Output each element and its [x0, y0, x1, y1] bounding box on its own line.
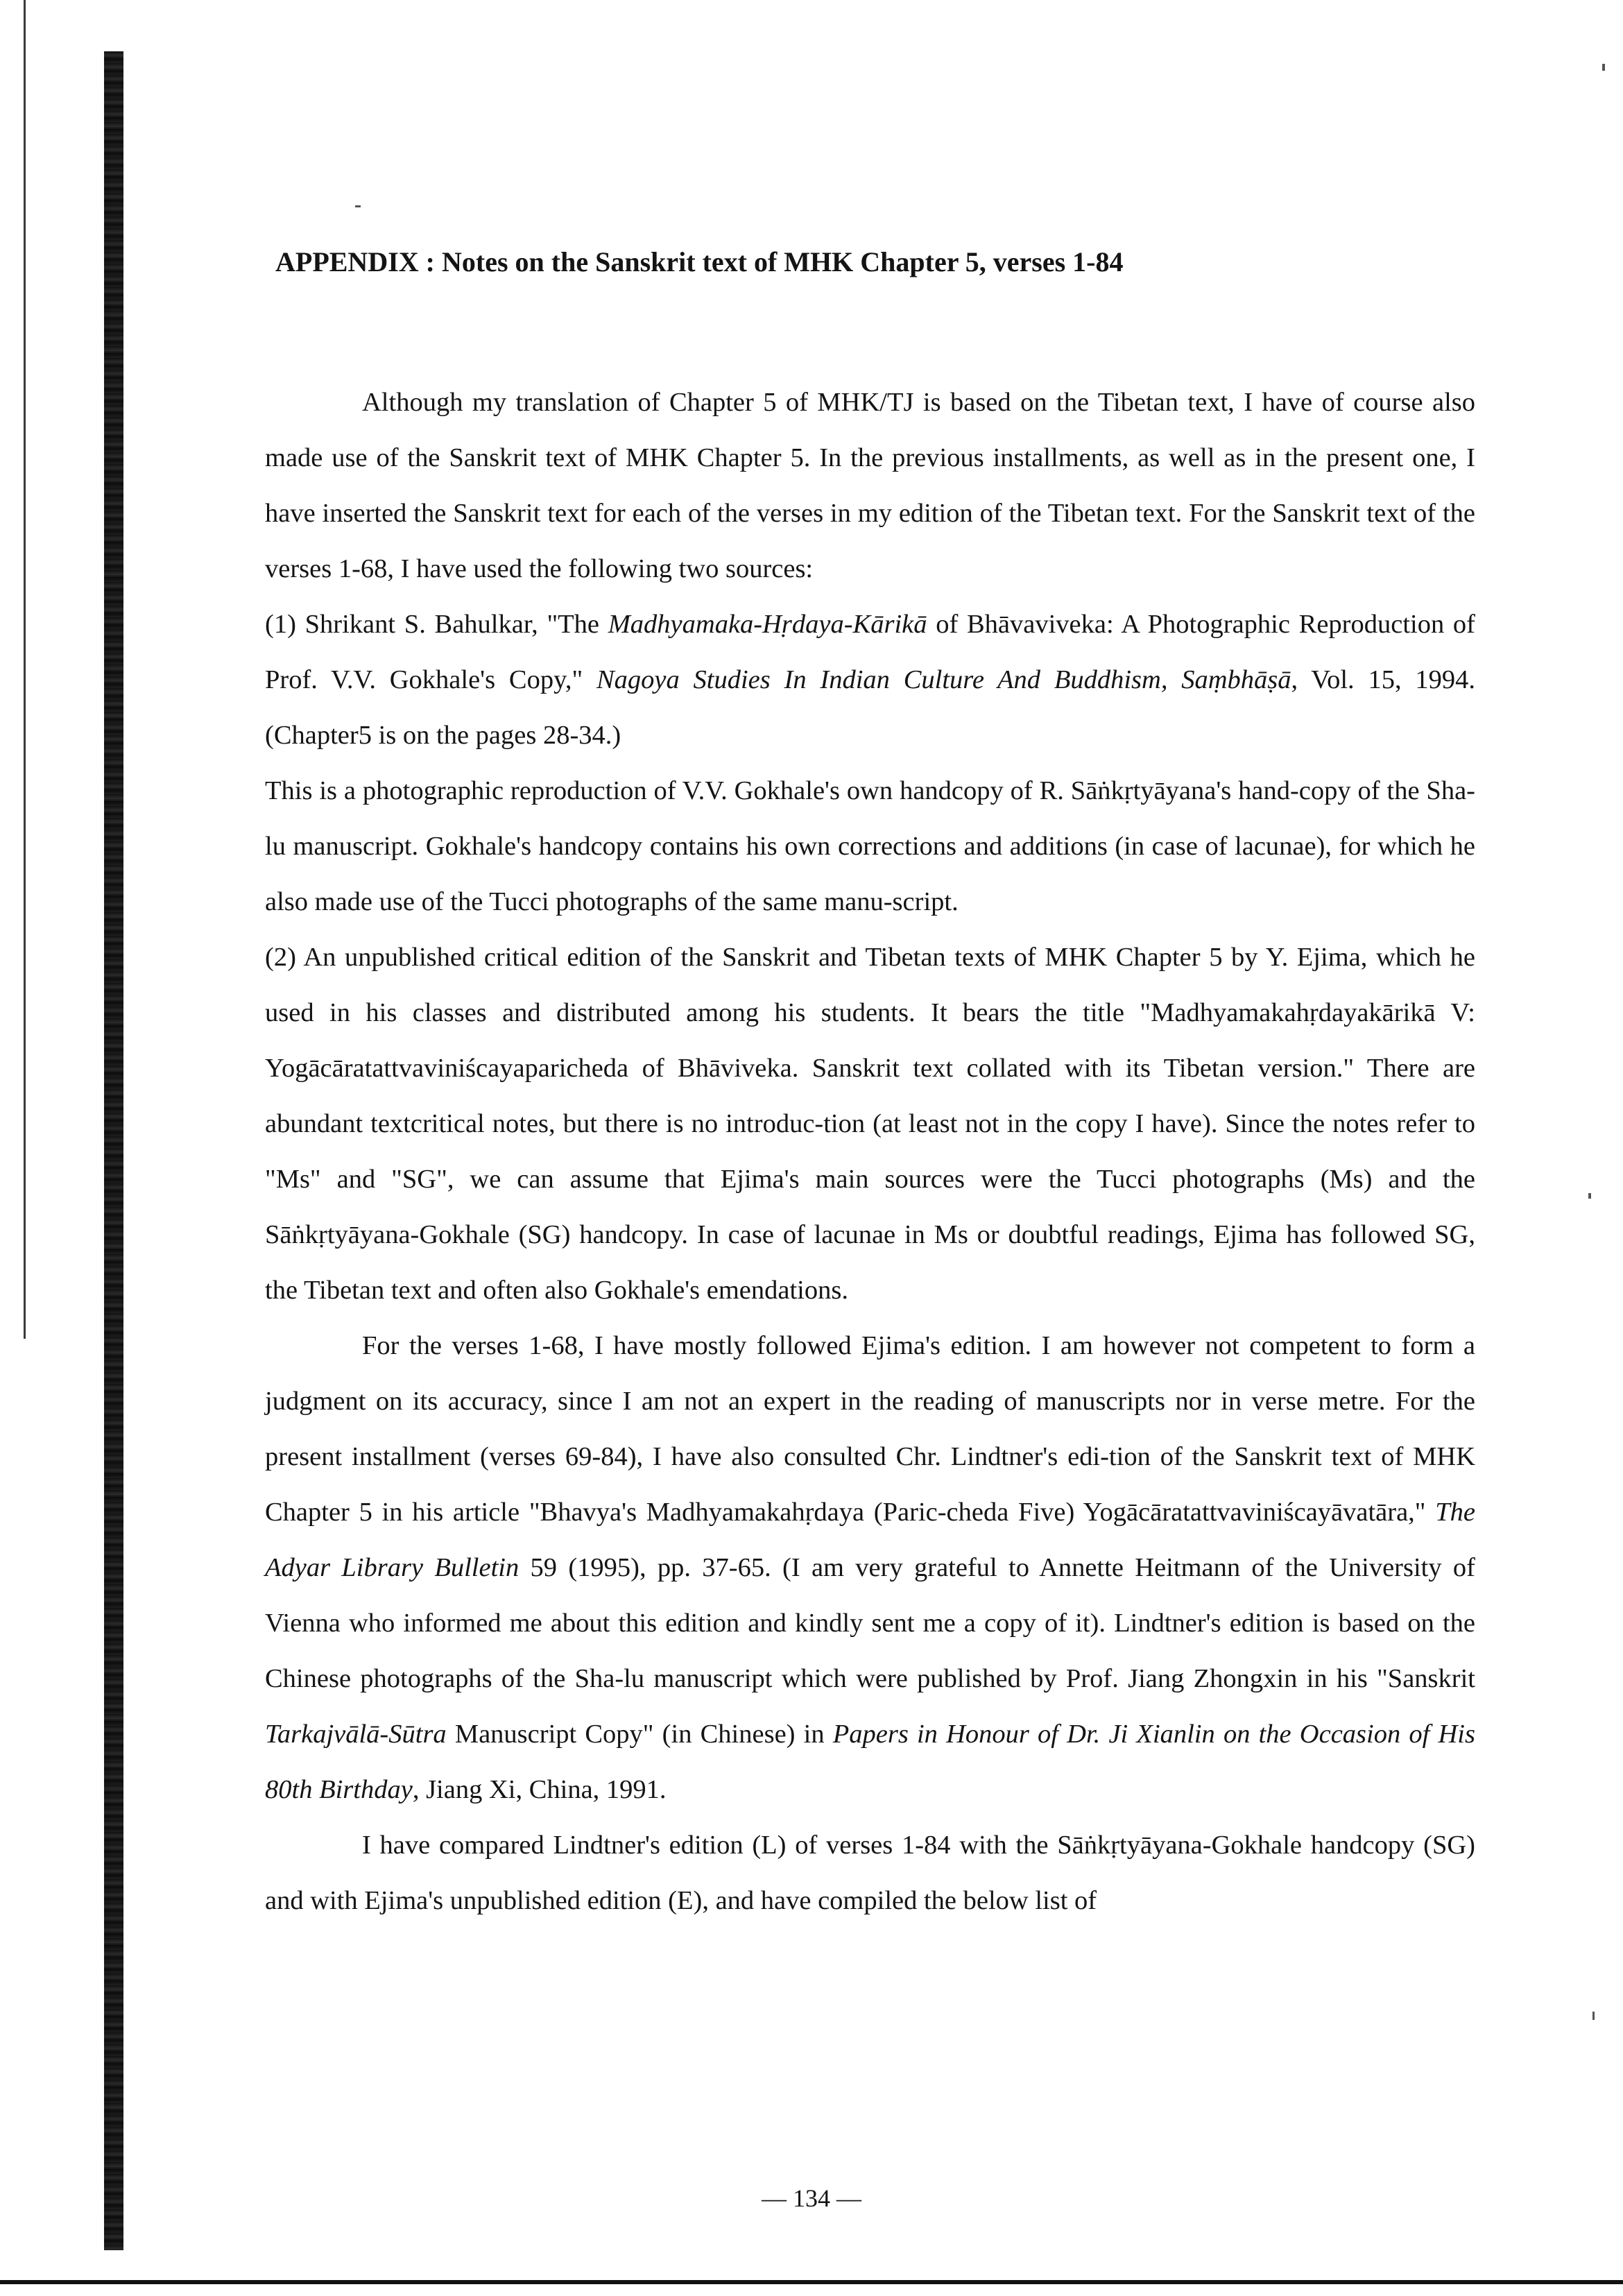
text-run: Although my translation of Chapter 5 of MHK/TJ is based on the Tibetan text, I have of course also made use of the Sanskrit text of MHK Chapter 5. In the previous installments, as well as in the present one, I have inserted the Sanskrit text for each of the verses in my edition of the Tibetan text. For the Sanskrit text of the verses 1-68, I have used the following two sources: [265, 388, 1475, 583]
scan-bottom-rule [0, 2280, 1623, 2284]
text-run: (1) Shrikant S. Bahulkar, "The [265, 610, 608, 639]
text-run: (2) An unpublished critical edition of the Sanskrit and Tibetan texts of MHK Chapter 5 by Y. Ejima, which he used in his classes and distributed among his students. It bears the title "Madhyamakahṛdayakārikā V: Yogācāratattvaviniścayaparicheda of Bhāviveka. Sanskrit text collated with its Tibetan version." There are abundant textcritical notes, but there is no introduc-tion (at least not in the copy I have). Since the notes refer to "Ms" and "SG", we can assume that Ejima's main sources were the Tucci photographs (Ms) and the Sāṅkṛtyāyana-Gokhale (SG) handcopy. In case of lacunae in Ms or doubtful readings, Ejima has followed SG, the Tibetan text and often also Gokhale's emendations. [265, 943, 1475, 1305]
intro-paragraph [265, 375, 1475, 597]
appendix-heading: APPENDIX : Notes on the Sanskrit text of MHK Chapter 5, verses 1-84 [275, 246, 1124, 277]
text-run: 59 (1995), pp. 37-65. (I am very grateful to Annette Heitmann of the University of Vienna who informed me about this edition and kindly sent me a copy of it). Lindtner's edition is based on the Chinese photographs of the Sha-lu manuscript which were published by Prof. Jiang Zhongxin in his "Sanskrit [265, 1553, 1475, 1693]
text-run: , Vol. 15, 1994. (Chapter5 is on the pages 28-34.) [265, 665, 1476, 750]
italic-title-run: Tarkajvālā-Sūtra [265, 1720, 447, 1749]
comparison-paragraph [265, 1817, 1475, 1928]
text-run: of Bhāvaviveka: A Photographic Reproduction of Prof. V.V. Gokhale's Copy," [265, 610, 1476, 694]
text-run: , Jiang Xi, China, 1991. [412, 1775, 667, 1804]
method-paragraph [265, 1318, 1475, 1817]
text-run: Manuscript Copy" (in Chinese) in [446, 1720, 833, 1749]
scan-speck [1592, 2012, 1595, 2020]
italic-title-run: Nagoya Studies In Indian Culture And Buddhism, Saṃbhāṣā [596, 665, 1291, 694]
scan-speck [1588, 1193, 1591, 1199]
scan-speck [1602, 64, 1605, 71]
scan-binding-strip [104, 51, 123, 2250]
source-1-description [265, 763, 1475, 929]
document-body [265, 248, 1475, 1928]
text-run: I have compared Lindtner's edition (L) of verses 1-84 with the Sāṅkṛtyāyana-Gokhale handcopy (SG) and with Ejima's unpublished edition (E), and have compiled the below list of [265, 1831, 1475, 1915]
scan-speck [355, 205, 361, 207]
source-1-citation [265, 597, 1475, 763]
italic-title-run: Papers in Honour of Dr. Ji Xianlin on the Occasion of His 80th Birthday [265, 1720, 1475, 1804]
italic-title-run: The Adyar Library Bulletin [265, 1498, 1475, 1582]
page-number: — 134 — [762, 2184, 861, 2212]
text-run: For the verses 1-68, I have mostly followed Ejima's edition. I am however not competent to form a judgment on its accuracy, since I am not an expert in the reading of manuscripts nor in verse metre. For the present installment (verses 69-84), I have also consulted Chr. Lindtner's edi-tion of the Sanskrit text of MHK Chapter 5 in his article "Bhavya's Madhyamakahṛdaya (Paric-cheda Five) Yogācāratattvaviniścayāvatāra," [265, 1331, 1475, 1527]
source-2-description [265, 929, 1475, 1318]
text-run: This is a photographic reproduction of V.V. Gokhale's own handcopy of R. Sāṅkṛtyāyana's hand-copy of the Sha-lu manuscript. Gokhale's handcopy contains his own corrections and additions (in case of lacunae), for which he also made use of the Tucci photographs of the same manu-script. [265, 776, 1475, 916]
italic-title-run: Madhyamaka-Hṛdaya-Kārikā [608, 610, 927, 639]
scan-edge-line [24, 0, 26, 1339]
